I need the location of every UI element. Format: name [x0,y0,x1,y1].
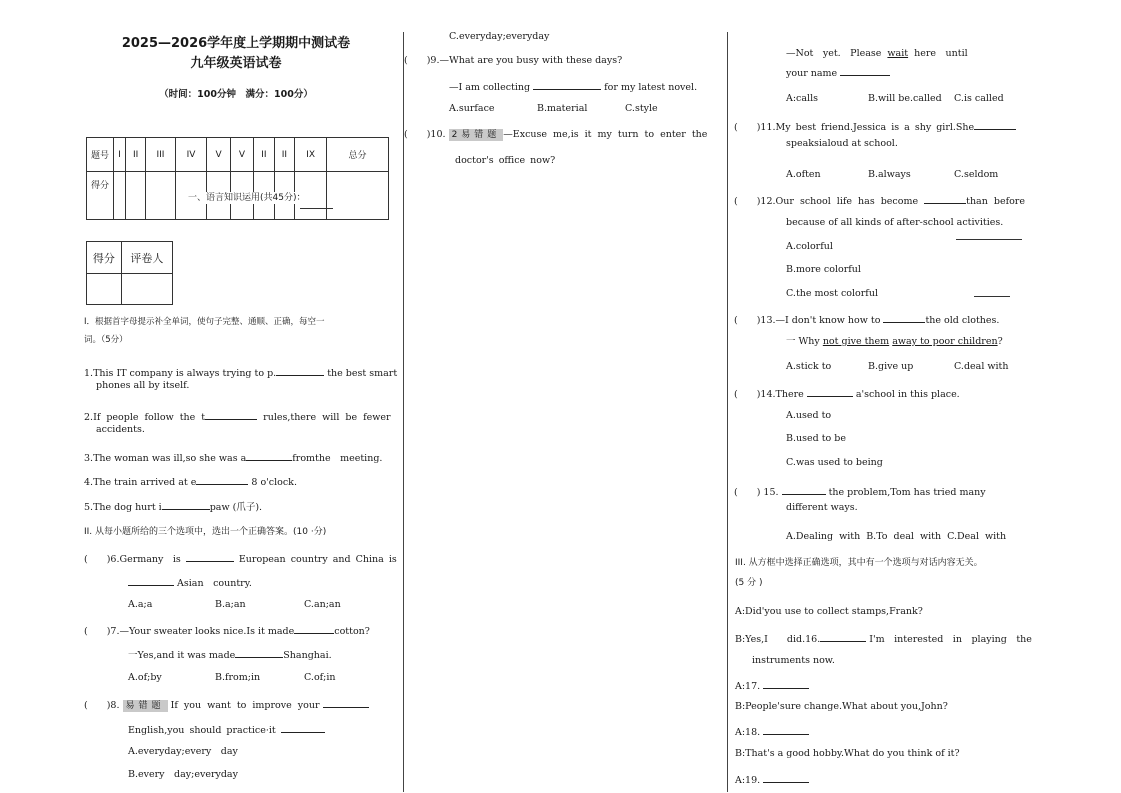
question-4 [84,474,297,489]
q8-blank-2[interactable] [281,722,325,733]
grader-name-cell[interactable] [121,274,172,305]
dialogue-line-2-cont: instruments now. [752,655,835,666]
q11-text: ( )11.My best friend.Jessica is a shy girl.She [734,122,975,133]
section1-instruction: I．根据首字母提示补全单词，使句子完整、通顺、正确，每空一 [84,317,325,327]
q12-answer-line-2 [974,295,1010,297]
q12-option-c[interactable]: C.the most colorful [786,288,878,299]
question-9: ( )9.—What are you busy with these days? [404,55,623,66]
q14-option-b[interactable]: B.used to be [786,433,846,444]
q10-option-a[interactable]: A:calls [786,93,818,104]
question-10-cont: doctor's office now? [455,155,556,166]
dialogue-line-3 [735,678,809,693]
q10-option-b[interactable]: B.will be.called [868,93,942,104]
score-cell[interactable] [146,172,175,220]
q14-option-c[interactable]: C.was used to being [786,457,883,468]
q8-error-prone-tag: 易错题 [123,700,168,712]
q3-text-b: fromthe meeting. [292,453,383,464]
score-table-header: II [125,138,146,172]
q9-text-b: —I am collecting [449,82,531,93]
q12-text: ( )12.Our school life has become [734,196,919,207]
q4-text: 4.The train arrived at e [84,477,197,488]
q9-option-c[interactable]: C.style [625,103,658,114]
q13-text-b: the old clothes. [925,315,1000,326]
section1-instruction-cont: 词。（5分） [84,335,128,345]
q15-options[interactable]: A.Dealing with B.To deal with C.Deal with [786,531,1007,542]
q14-option-a[interactable]: A.used to [786,410,832,421]
q3-blank[interactable] [246,450,292,461]
q7-text: ( )7.—Your sweater looks nice.Is it made [84,626,295,637]
q13-underlined-2: away to poor children [892,336,998,347]
q13-text: ( )13.—I don't know how to [734,315,881,326]
dialogue-line-4: B:People'sure change.What about you,John? [735,701,948,712]
grader-box-score-label: 得分 [87,242,122,274]
blank-17[interactable] [763,678,809,689]
q14-blank[interactable] [807,386,853,397]
score-table-header: IX [295,138,327,172]
question-12-cont: because of all kinds of after-school activities. [786,217,1004,228]
q8-blank-1[interactable] [323,697,369,708]
score-table-row-label: 得分 [87,172,114,220]
question-13-cont [786,336,1003,348]
question-8-cont [128,722,325,737]
q2-text-b: rules,there will be fewer [263,412,391,423]
q2-text: 2.If people follow the t [84,412,206,423]
q7-option-b[interactable]: B.from;in [215,672,261,683]
q13-option-a[interactable]: A.stick to [786,361,832,372]
q11-blank[interactable] [974,119,1016,130]
q6-text-c: Asian country. [177,578,252,589]
q9-option-a[interactable]: A.surface [449,103,495,114]
q1-text-b: the best smart [327,368,398,379]
q12-blank[interactable] [924,193,966,204]
score-cell[interactable] [327,172,389,220]
score-table [86,137,389,220]
question-14 [734,386,960,401]
section3-instruction-cont: (5 分 ) [735,578,763,588]
question-2-cont: accidents. [96,424,145,435]
score-cell[interactable] [114,172,126,220]
question-8 [84,697,369,712]
question-15-cont: different ways. [786,502,858,513]
exam-title: 2025—2026学年度上学期期中测试卷 [121,36,351,51]
q8-number: ( )8. [84,700,120,711]
question-12 [734,193,1025,208]
question-6 [84,551,397,566]
question-7 [84,623,370,638]
score-cell[interactable] [125,172,146,220]
section3-instruction: III. 从方框中选择正确选项，其中有一个选项与对话内容无关。 [735,558,983,568]
section-heading: 一、语言知识运用(共45分)： [188,193,306,203]
grader-box-grader-label: 评卷人 [121,242,172,274]
q13-text-c: 一 Why [786,336,820,347]
dialogue-2-text: B:Yes,I did.16. [735,634,821,645]
q6-option-a[interactable]: A.a;a [128,599,153,610]
q11-option-a[interactable]: A.often [786,169,821,180]
question-11 [734,119,1016,134]
question-1 [84,365,397,380]
q8-text-c: English,you should practice·it [128,725,276,736]
q10-blank[interactable] [840,65,890,76]
dialogue-line-6: B:That's a good hobby.What do you think of it? [735,748,960,759]
dialogue-line-7 [735,772,809,787]
q10-text-f: your name [786,68,838,79]
blank-18[interactable] [763,724,809,735]
score-table-header: 总分 [327,138,389,172]
question-7-cont [128,647,332,662]
blank-16[interactable] [820,631,866,642]
score-table-header: II [254,138,275,172]
question-9-cont [449,79,697,94]
q8-text: If you want to improve your [170,700,320,711]
q6-text-b: European country and China is [238,554,397,565]
q10-text: —Excuse me,is it my turn to enter the [503,129,708,140]
q13-option-b[interactable]: B.give up [868,361,914,372]
score-table-header: V [207,138,230,172]
q6-text: ( )6.Germany is [84,554,181,565]
q8-option-b[interactable]: B.every day;everyday [128,769,238,780]
q6-option-b[interactable]: B.a;an [215,599,246,610]
q7-option-a[interactable]: A.of;by [128,672,162,683]
q4-blank[interactable] [196,474,248,485]
q13-blank[interactable] [883,312,925,323]
dialogue-line-2 [735,631,1032,646]
exam-time-info: （时间：100分钟 满分：100分） [159,89,313,100]
q7-blank-2[interactable] [235,647,283,658]
score-table-header: 题号 [87,138,114,172]
q6-blank-2[interactable] [128,575,174,586]
q2-blank[interactable] [205,409,257,420]
q10-option-c[interactable]: C.is called [954,93,1004,104]
q8-option-c[interactable]: C.everyday;everyday [449,31,550,42]
q9-option-b[interactable]: B.material [537,103,588,114]
q15-number: ( ) 15. [734,487,779,498]
q10-error-prone-tag: 2易错题 [449,129,504,141]
q7-option-c[interactable]: C.of;in [304,672,336,683]
q10-number: ( )10. [404,129,446,140]
q13-underlined-1: not give them [822,336,890,347]
q15-blank[interactable] [782,484,826,495]
q12-option-a[interactable]: A.colorful [786,241,833,252]
q7-text-d: Shanghai. [283,650,332,661]
q6-option-c[interactable]: C.an;an [304,599,341,610]
q14-text: ( )14.There [734,389,804,400]
question-6-cont [128,575,252,590]
blank-19[interactable] [763,772,809,783]
dialogue-line-1: A:Did'you use to collect stamps,Frank? [735,606,923,617]
heading-underline [300,207,333,209]
dialogue-2-text-b: I'm interested in playing the [869,634,1032,645]
question-10-reply-cont [786,65,890,80]
q10-text-e: here until [914,48,968,59]
q8-option-a[interactable]: A.everyday;every day [128,746,238,757]
q9-text-c: for my latest novel. [604,82,698,93]
column-divider-2 [727,32,728,792]
question-10 [404,129,707,141]
q14-text-b: a'school in this place. [855,389,960,400]
exam-subtitle: 九年级英语试卷 [190,56,282,71]
dialogue-7-text: A:19. [735,775,761,786]
question-1-cont: phones all by itself. [96,380,190,391]
q12-text-b: than before [966,196,1025,207]
q7-text-b: cotton? [334,626,370,637]
q11-option-c[interactable]: C.seldom [954,169,999,180]
question-10-reply [786,48,968,60]
q5-text: 5.The dog hurt i [84,502,162,513]
question-5 [84,499,262,514]
q9-blank[interactable] [533,79,601,90]
score-table-header: I [114,138,126,172]
q5-text-b: paw (爪子). [209,502,263,513]
dialogue-line-5 [735,724,809,739]
score-table-header: II [274,138,295,172]
q15-text-b: the problem,Tom has tried many [828,487,986,498]
q12-option-b[interactable]: B.more colorful [786,264,861,275]
q7-text-c: 一Yes,and it was made [128,650,236,661]
dialogue-3-text: A:17. [735,681,761,692]
score-table-header: III [146,138,175,172]
q1-blank[interactable] [276,365,324,376]
question-11-cont: speaksialoud at school. [786,138,898,149]
q3-text: 3.The woman was ill,so she was a [84,453,247,464]
q12-answer-line [956,238,1022,240]
grader-score-cell[interactable] [87,274,122,305]
column-divider-1 [403,32,404,792]
q4-text-b: 8 o'clock. [251,477,297,488]
question-13 [734,312,999,327]
score-table-header: V [230,138,253,172]
score-table-header: IV [175,138,207,172]
q1-text: 1.This IT company is always trying to p. [84,368,277,379]
q10-text-d: —Not yet. Please [786,48,882,59]
q5-blank[interactable] [162,499,210,510]
dialogue-5-text: A:18. [735,727,761,738]
q13-option-c[interactable]: C.deal with [954,361,1009,372]
question-15 [734,484,986,499]
q13-text-f: ? [997,336,1003,347]
q6-blank-1[interactable] [186,551,234,562]
question-2 [84,409,391,424]
q10-underlined-wait: wait [887,48,909,59]
q7-blank-1[interactable] [294,623,334,634]
grader-box [86,241,173,305]
question-3 [84,450,382,465]
q11-option-b[interactable]: B.always [868,169,911,180]
section2-instruction: II. 从每小题所给的三个选项中，选出一个正确答案。(10 ·分) [84,527,327,537]
